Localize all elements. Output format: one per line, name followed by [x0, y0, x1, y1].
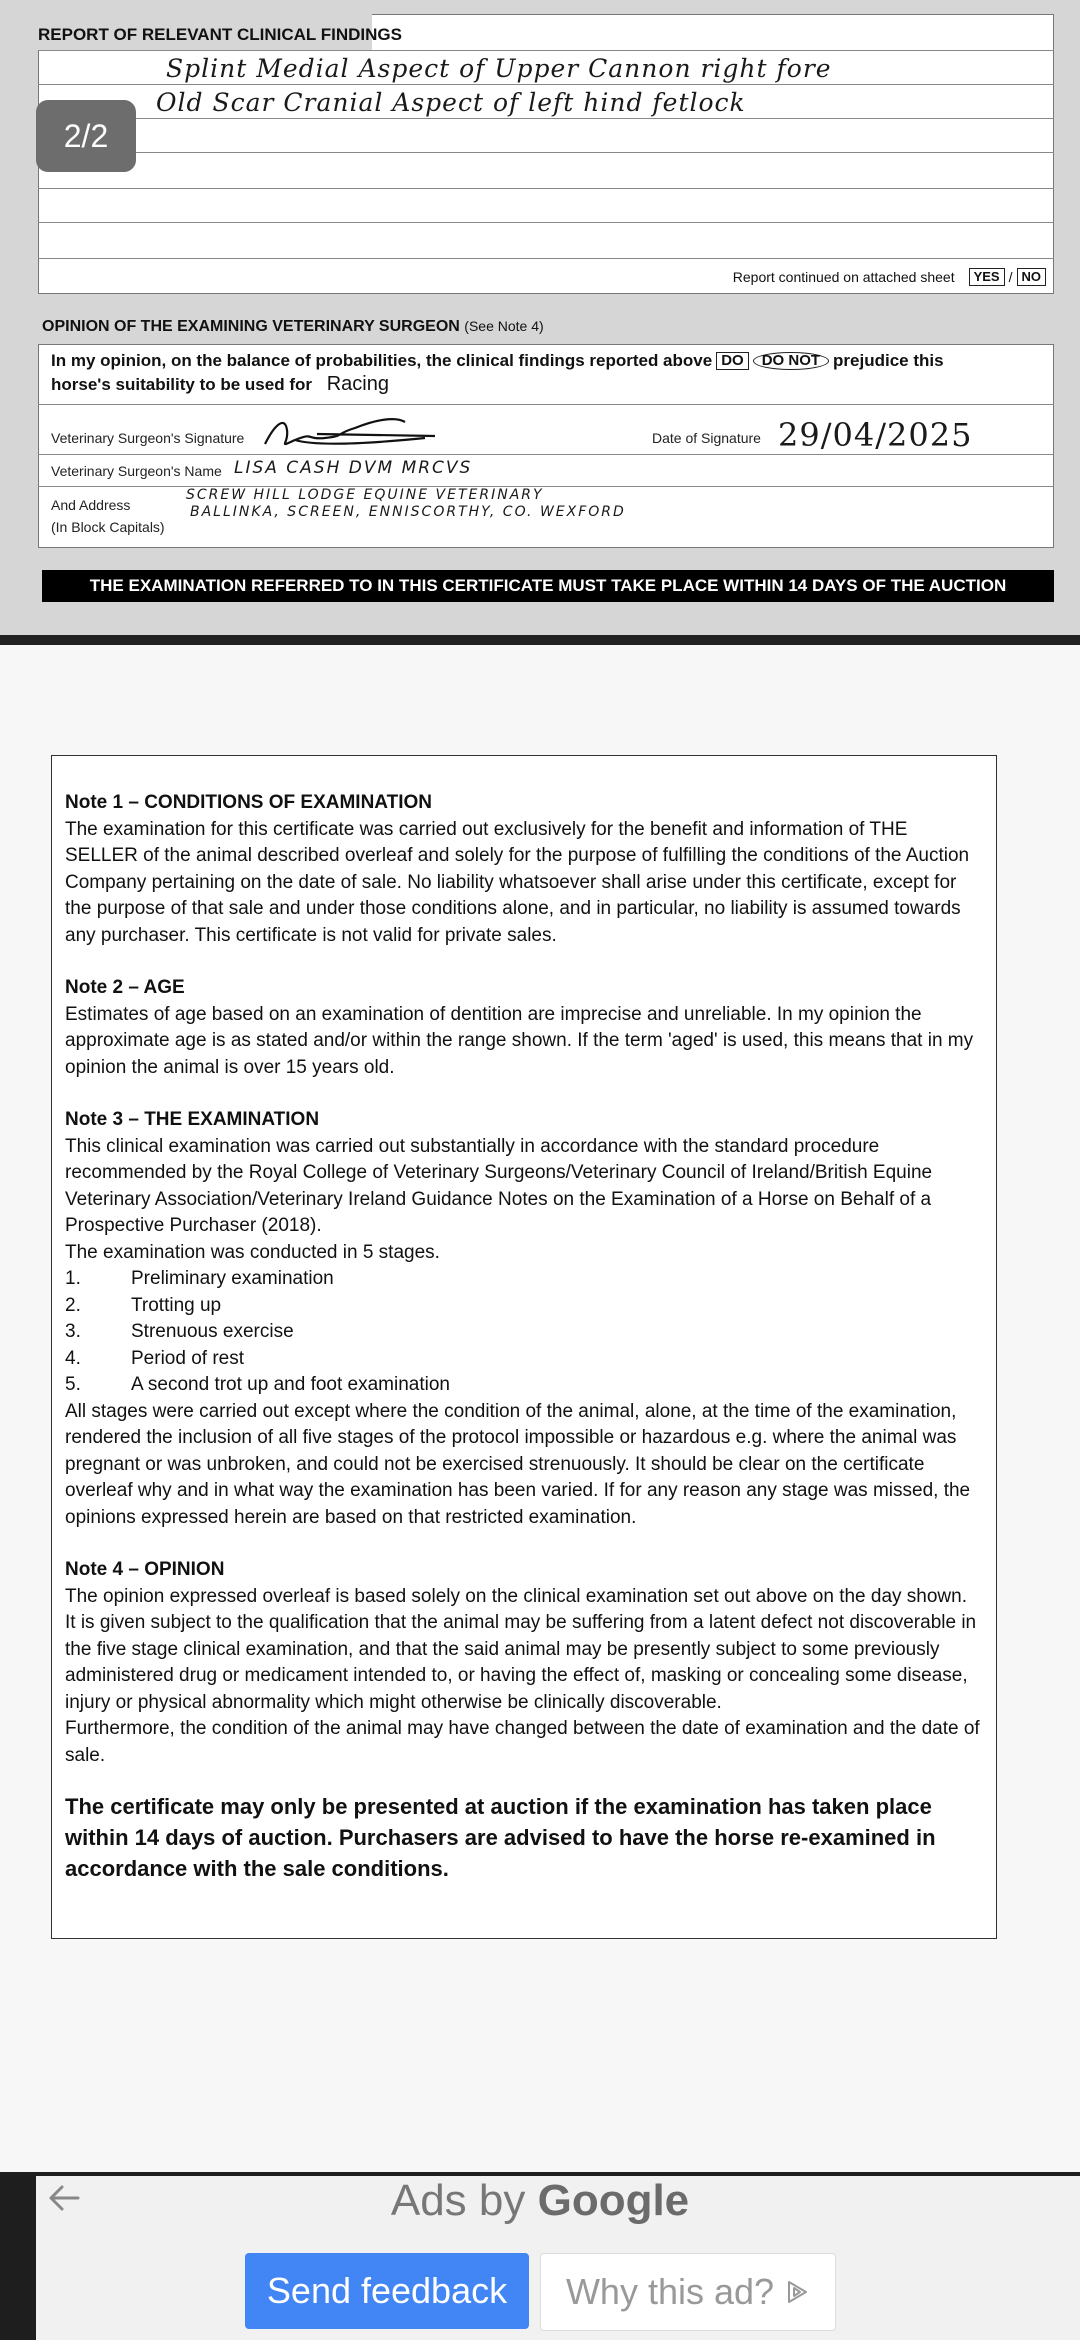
final-statement: The certificate may only be presented at auction if the examination has taken place within 14 days of auction. Purchasers are advised to have the horse re-examined in accordance with the sale conditions.	[65, 1794, 936, 1881]
address-label-block-capitals: (In Block Capitals)	[51, 519, 165, 535]
note-4-text: The opinion expressed overleaf is based solely on the clinical examination set out above on the day shown. It is given subject to the qualification that the animal may be suffering from a latent defect not discoverable in the five stage clinical examination, and that the said animal may be presently subject to some previously administered drug or medicament intended to, or having the effect of, masking or concealing some disease, injury or physical abnormality which might otherwise be clinically discoverable.	[65, 1585, 977, 1713]
signature-image	[255, 410, 435, 452]
signature-label: Veterinary Surgeon's Signature	[51, 430, 245, 446]
send-feedback-button[interactable]: Send feedback	[245, 2253, 529, 2329]
auction-warning-banner: THE EXAMINATION REFERRED TO IN THIS CERTIFICATE MUST TAKE PLACE WITHIN 14 DAYS OF THE AUCTION	[42, 570, 1054, 602]
report-continued-row: Report continued on attached sheet YES / NO	[733, 268, 1046, 286]
page-indicator-badge: 2/2	[36, 100, 136, 172]
findings-title: REPORT OF RELEVANT CLINICAL FINDINGS	[38, 25, 402, 44]
do-box: DO	[716, 352, 749, 370]
use-value: Racing	[326, 373, 389, 395]
note-2-title: Note 2 – AGE	[65, 977, 185, 998]
name-label: Veterinary Surgeon's Name	[51, 463, 222, 479]
note-3-after: All stages were carried out except where the condition of the animal, alone, at the time of the examination, rendered the inclusion of all five stages of the protocol impossible or hazardous e.g. where the animal was pregnant or was unbroken, and could not be exercised strenuously. It should be clear on the certificate overleaf why and in what way the examination has been varied. If for any reason any stage was missed, the opinions expressed herein are based on that restricted examination.	[65, 1400, 971, 1528]
stage-item: 1. Preliminary examination	[65, 1268, 334, 1289]
note-3-title: Note 3 – THE EXAMINATION	[65, 1109, 320, 1130]
note-4-title: Note 4 – OPINION	[65, 1559, 225, 1580]
date-value: 29/04/2025	[778, 416, 973, 454]
yes-box: YES	[969, 268, 1005, 286]
name-value: LISA CASH DVM MRCVS	[234, 458, 473, 478]
note-1-title: Note 1 – CONDITIONS OF EXAMINATION	[65, 792, 433, 813]
scanned-form-top	[0, 0, 1080, 635]
stage-item: 4. Period of rest	[65, 1347, 244, 1369]
note-3-intro: The examination was conducted in 5 stages.	[65, 1241, 440, 1263]
stage-item: 2. Trotting up	[65, 1294, 222, 1316]
note-4-extra: Furthermore, the condition of the animal may have changed between the date of examination and the date of sale.	[65, 1718, 980, 1766]
report-continued-label: Report continued on attached sheet	[732, 269, 955, 285]
do-not-box-circled: DO NOT	[753, 352, 829, 370]
opinion-statement: In my opinion, on the balance of probabilities, the clinical findings reported above DO DO NOT prejudice this	[51, 351, 944, 370]
adchoices-icon	[784, 2279, 810, 2305]
address-line-2: BALLINKA, SCREEN, ENNISCORTHY, CO. WEXFORD	[190, 504, 626, 520]
notes-box	[51, 755, 997, 1939]
finding-line-2: Old Scar Cranial Aspect of left hind fetlock	[156, 88, 746, 117]
stage-item: 3. Strenuous exercise	[65, 1321, 294, 1342]
note-1-text: The examination for this certificate was carried out exclusively for the benefit and information of THE SELLER of the animal described overleaf and solely for the purpose of fulfilling the conditions of the Auction Company pertaining on the date of sale. No liability whatsoever shall arise under this certificate, except for the purpose of that sale and under those conditions alone, and in particular, no liability is assumed towards any purchaser. This certificate is not valid for private sales.	[65, 818, 970, 946]
stage-item: 5. A second trot up and foot examination	[65, 1374, 450, 1395]
google-logo-text: Google	[537, 2176, 690, 2225]
opinion-use-line: horse's suitability to be used for Racing	[51, 373, 389, 395]
date-label: Date of Signature	[652, 430, 761, 446]
no-box: NO	[1017, 268, 1047, 286]
why-this-ad-label: Why this ad?	[565, 2271, 775, 2312]
finding-line-1: Splint Medial Aspect of Upper Cannon right fore	[166, 54, 832, 83]
address-line-1: SCREW HILL LODGE EQUINE VETERINARY	[186, 487, 544, 503]
why-this-ad-button[interactable]	[540, 2253, 836, 2331]
note-2-text: Estimates of age based on an examination of dentition are imprecise and unreliable. In my opinion the approximate age is as stated and/or within the range shown. If the term 'aged' is used, this means that in my opinion the animal is over 15 years old.	[65, 1003, 974, 1078]
opinion-title: OPINION OF THE EXAMINING VETERINARY SURGEON (See Note 4)	[42, 318, 544, 335]
address-label: And Address	[51, 497, 131, 513]
ads-by-google-label: Ads by Google	[390, 2176, 690, 2225]
page-separator	[0, 635, 1080, 645]
note-3-text: This clinical examination was carried out substantially in accordance with the standard procedure recommended by the Royal College of Veterinary Surgeons/Veterinary Council of Ireland/British Equine Veterinary Association/Veterinary Ireland Guidance Notes on the Examination of a Horse on Behalf of a Prospective Purchaser (2018).	[65, 1135, 933, 1236]
